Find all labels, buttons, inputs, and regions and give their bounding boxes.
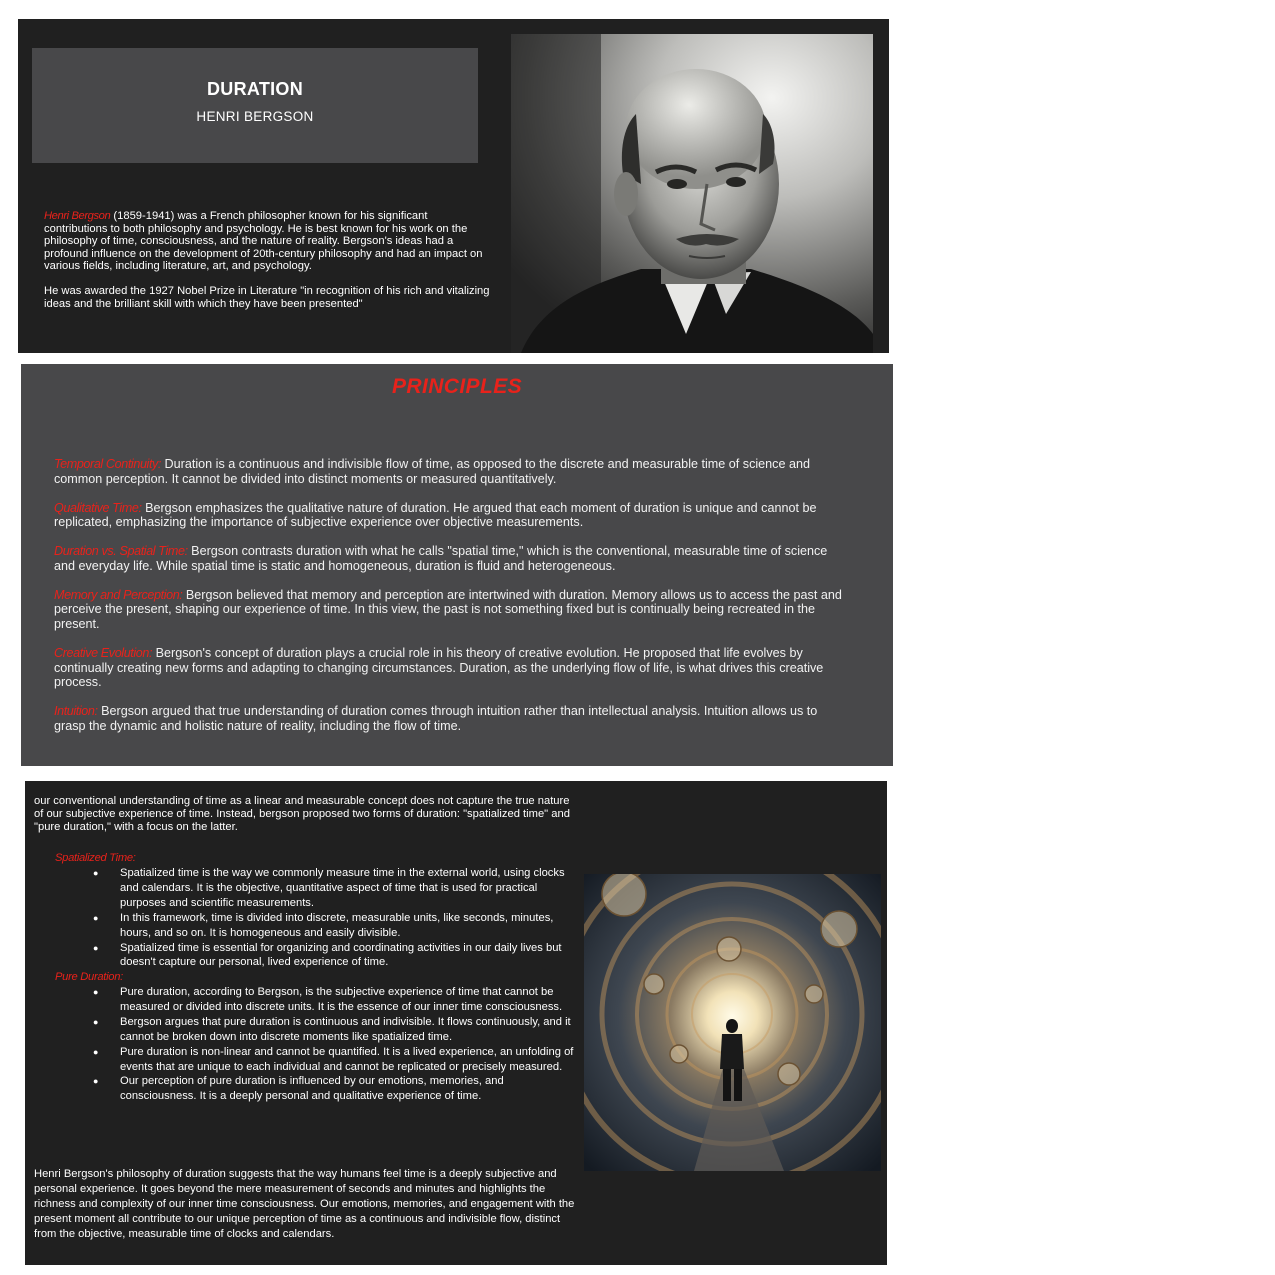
- principle-text: Bergson argued that true understanding of duration comes through intuition rather than intellectual analysis. Intuition allows us to grasp the dynamic and holistic nature of reality, including the flow of time.: [54, 704, 818, 733]
- principle-text: Bergson emphasizes the qualitative nature of duration. He argued that each moment of duration is unique and cannot be replicated, emphasizing the importance of subjective experience over objective measurements.: [54, 500, 817, 530]
- principle-item: [54, 544, 849, 573]
- principle-text: Bergson contrasts duration with what he calls "spatial time," which is the conventional, measurable time of science and everyday life. While spatial time is static and homogeneous, duration is fluid and heterogeneous.: [54, 544, 828, 573]
- principle-text: Bergson's concept of duration plays a crucial role in his theory of creative evolution. He proposed that life evolves by continually creating new forms and adapting to changing circumstances. Duration, as the underlying flow of life, is what drives this creative process.: [54, 645, 824, 690]
- principle-label: Temporal Continuity:: [54, 457, 162, 471]
- principle-label: Qualitative Time:: [54, 500, 142, 515]
- principle-label: Intuition:: [54, 704, 98, 719]
- principle-label: Duration vs. Spatial Time:: [54, 544, 188, 559]
- concepts-panel: [25, 781, 887, 1265]
- list-item: ● In this framework, time is divided into discrete, measurable units, like seconds, minutes, hours, and so on. It is homogeneous and easily divisible.: [120, 911, 580, 941]
- principle-label: Memory and Perception:: [54, 587, 183, 602]
- title-box: [32, 48, 478, 163]
- list-item: ● Pure duration, according to Bergson, is the subjective experience of time that cannot be measured or divided into discrete units. It is the essence of our inner time consciousness.: [120, 985, 580, 1015]
- page-title: DURATION: [206, 79, 304, 99]
- principle-text: Bergson believed that memory and perception are intertwined with duration. Memory allows us to access the past and perceive the present, shaping our experience of time. In this view, the past is not something fixed but is continually being recreated in the present.: [54, 587, 842, 631]
- concepts-intro: our conventional understanding of time as a linear and measurable concept does not capture the true nature of our subjective experience of time. Instead, bergson proposed two forms of duration: "spatialized time" and "pure duration," with a focus on the latter.: [34, 795, 570, 833]
- pure-duration-heading: Pure Duration:: [55, 971, 123, 983]
- bio-name: Henri Bergson: [44, 210, 111, 222]
- principle-text: Duration is a continuous and indivisible flow of time, as opposed to the discrete and measurable time of science and common perception. It cannot be divided into distinct moments or measured quantitatively.: [54, 457, 810, 486]
- spatialized-list: [120, 866, 580, 970]
- list-item: ● Spatialized time is the way we commonly measure time in the external world, using clocks and calendars. It is the objective, quantitative aspect of time that is used for practical purposes and scientific measurements.: [120, 866, 580, 911]
- spatialized-heading: Spatialized Time:: [55, 852, 136, 864]
- list-item: ● Our perception of pure duration is influenced by our emotions, memories, and consciousness. It is a deeply personal and qualitative experience of time.: [120, 1074, 580, 1104]
- principles-heading: PRINCIPLES: [391, 375, 523, 398]
- portrait-image: [511, 34, 873, 353]
- principles-list: [54, 457, 849, 733]
- intro-panel: [18, 19, 889, 353]
- page-subtitle: HENRI BERGSON: [196, 109, 314, 124]
- bio-text: [44, 210, 490, 311]
- principle-label: Creative Evolution:: [54, 645, 153, 660]
- principle-item: [54, 588, 849, 632]
- pure-duration-list: [120, 985, 580, 1104]
- principle-item: [54, 457, 849, 486]
- list-item: ● Spatialized time is essential for organizing and coordinating activities in our daily lives but doesn't capture our personal, lived experience of time.: [120, 941, 580, 971]
- list-item: ● Pure duration is non-linear and cannot be quantified. It is a lived experience, an unfolding of events that are unique to each individual and cannot be replicated or precisely measured.: [120, 1045, 580, 1075]
- principle-item: [54, 501, 849, 530]
- bio-paragraph-2: He was awarded the 1927 Nobel Prize in Literature "in recognition of his rich and vitalizing ideas and the brilliant skill with which they have been presented": [44, 285, 490, 311]
- principle-item: [54, 704, 849, 733]
- list-item: ● Bergson argues that pure duration is continuous and indivisible. It flows continuously, and it cannot be broken down into discrete moments like spatialized time.: [120, 1015, 580, 1045]
- conclusion-text: Henri Bergson's philosophy of duration suggests that the way humans feel time is a deeply subjective and personal experience. It goes beyond the mere measurement of seconds and minutes and highlights the richness and complexity of our inner time consciousness. Our emotions, memories, and engagement with the present moment all contribute to our unique perception of time as a continuous and indivisible flow, distinct from the objective, measurable time of clocks and calendars.: [34, 1168, 575, 1240]
- principle-item: [54, 646, 849, 690]
- principles-panel: [21, 364, 893, 766]
- bio-paragraph-1: [44, 210, 490, 273]
- bio-paragraph-1-text: (1859-1941) was a French philosopher known for his significant contributions to both philosophy and psychology. He is best known for his work on the philosophy of time, consciousness, and the nature of reality. Bergson's ideas had a profound influence on the development of 20th-century philosophy and had an impact on various fields, including literature, art, and psychology.: [44, 210, 483, 273]
- time-tunnel-image: [584, 874, 881, 1171]
